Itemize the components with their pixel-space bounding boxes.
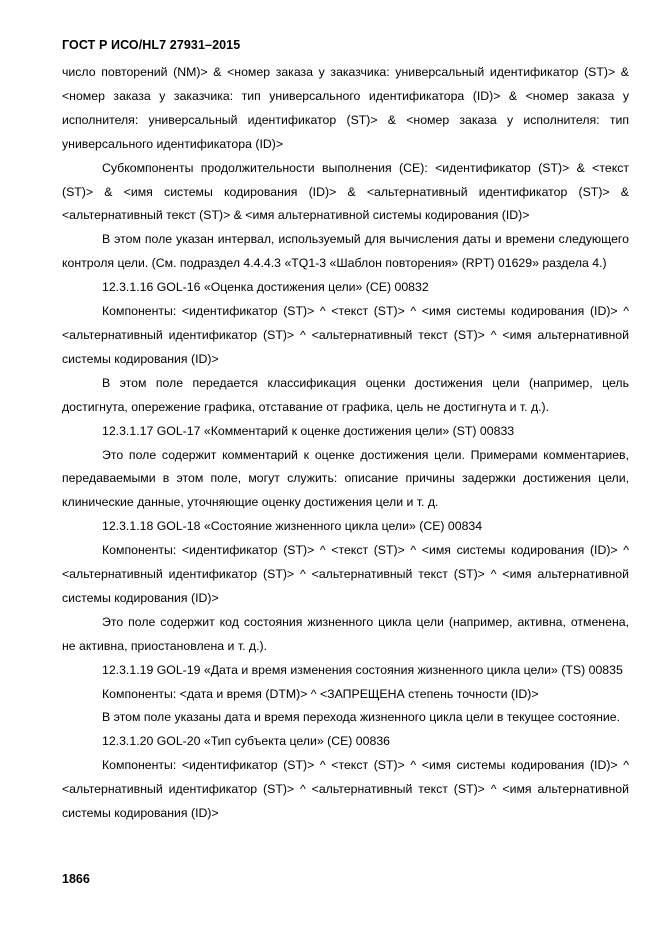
section-heading-gol-19: 12.3.1.19 GOL-19 «Дата и время изменения состояния жизненного цикла цели» (TS) 00835 (102, 662, 623, 677)
paragraph-components-gol-20: Компоненты: <идентификатор (ST)> ^ <текст (ST)> ^ <имя системы кодирования (ID)> ^ <альтернативный идентификатор (ST)> ^ <альтернативный текст (ST)> ^ <имя альтернативной системы кодирования (ID)> (62, 758, 629, 821)
section-heading-gol-18: 12.3.1.18 GOL-18 «Состояние жизненного цикла цели» (CE) 00834 (102, 519, 483, 534)
paragraph-subcomponents: Субкомпоненты продолжительности выполнения (CE): <идентификатор (ST)> & <текст (ST)> & <имя системы кодирования (ID)> & <альтернативный идентификатор (ST)> & <альтернативный текст (ST)> & <имя альтернативной системы кодирования (ID)> (62, 160, 629, 223)
paragraph-description-gol-16: В этом поле передается классификация оценки достижения цели (например, цель достигнута, опережение графика, отставание от графика, цель не достигнута и т. д.). (62, 375, 629, 414)
paragraph-components-gol-16: Компоненты: <идентификатор (ST)> ^ <текст (ST)> ^ <имя системы кодирования (ID)> ^ <альтернативный идентификатор (ST)> ^ <альтернативный текст (ST)> ^ <имя альтернативной системы кодирования (ID)> (62, 304, 629, 366)
paragraph-description-gol-19: В этом поле указаны дата и время перехода жизненного цикла цели в текущее состояние. (102, 710, 621, 725)
paragraph-description-gol-17: Это поле содержит комментарий к оценке достижения цели. Примерами комментариев, передаваемыми в этом поле, могут служить: описание причины задержки достижения цели, клинические данные, уточняющие оценку достижения цели и т. д. (62, 447, 629, 510)
section-heading-gol-17: 12.3.1.17 GOL-17 «Комментарий к оценке достижения цели» (ST) 00833 (102, 423, 515, 438)
standard-header: ГОСТ Р ИСО/HL7 27931–2015 (62, 38, 241, 52)
paragraph-components-gol-18: Компоненты: <идентификатор (ST)> ^ <текст (ST)> ^ <имя системы кодирования (ID)> ^ <альтернативный идентификатор (ST)> ^ <альтернативный текст (ST)> ^ <имя альтернативной системы кодирования (ID)> (62, 543, 629, 605)
page-number: 1866 (62, 872, 90, 886)
paragraph-components-gol-19: Компоненты: <дата и время (DTM)> ^ <ЗАПРЕЩЕНА степень точности (ID)> (102, 686, 539, 701)
section-heading-gol-16: 12.3.1.16 GOL-16 «Оценка достижения цели» (CE) 00832 (102, 280, 429, 295)
paragraph-description-gol-18: Это поле содержит код состояния жизненного цикла цели (например, активна, отменена, не активна, приостановлена и т. д.). (62, 614, 629, 653)
paragraph-continuation: число повторений (NM)> & <номер заказа у заказчика: универсальный идентификатор (ST)> & <номер заказа у заказчика: тип универсального идентификатора (ID)> & <номер заказа у исполнителя: универсальный идентификатор (ST)> & <номер заказа у исполнителя: тип универсального идентификатора (ID)> (62, 65, 629, 151)
document-body (62, 61, 629, 826)
section-heading-gol-20: 12.3.1.20 GOL-20 «Тип субъекта цели» (CE) 00836 (102, 734, 390, 749)
paragraph-interval-description: В этом поле указан интервал, используемый для вычисления даты и времени следующего контроля цели. (См. подраздел 4.4.4.3 «TQ1-3 «Шаблон повторения» (RPT) 01629» раздела 4.) (62, 232, 629, 271)
